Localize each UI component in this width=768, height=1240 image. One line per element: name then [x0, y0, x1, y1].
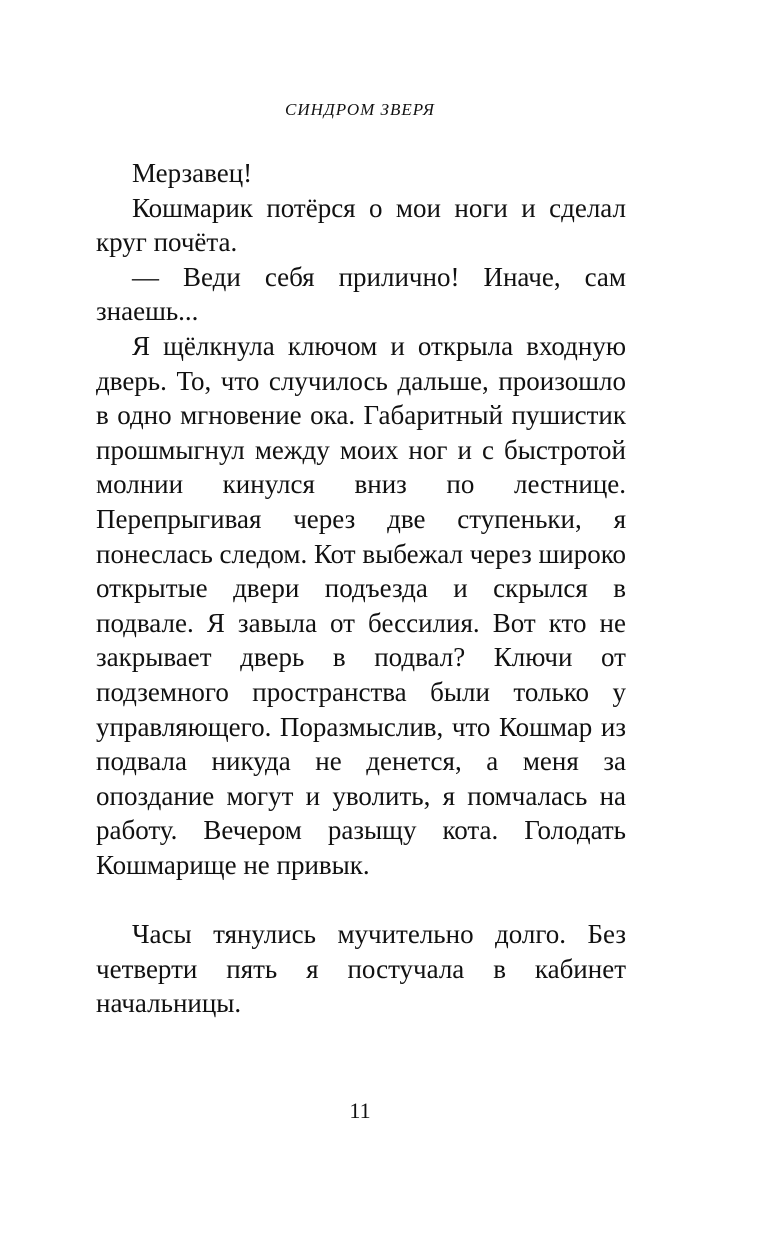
page-number: 11 — [349, 1098, 371, 1123]
paragraph: Часы тянулись мучительно долго. Без четверти пять я постучала в кабинет начальницы. — [96, 919, 626, 1019]
paragraph: Я щёлкнула ключом и открыла входную дверь. То, что случилось дальше, произошло в одно мгновение ока. Габаритный пушистик прошмыгнул между моих ног и с быстротой молнии кинулся вниз по лестнице. Перепрыгивая через две ступеньки, я понеслась следом. Кот выбежал через широко открытые двери подъезда и скрылся в подвале. Я завыла от бессилия. Вот кто не закрывает дверь в подвал? Ключи от подземного пространства были только у управляющего. Поразмыслив, что Кошмар из подвала никуда не денется, а меня за опоздание могут и уволить, я помчалась на работу. Вечером разыщу кота. Голодать Кошмарище не привык. — [96, 330, 626, 880]
page-body — [96, 156, 626, 1021]
paragraph: — Веди себя прилично! Иначе, сам знаешь... — [96, 261, 626, 327]
running-header: СИНДРОМ ЗВЕРЯ — [285, 100, 435, 119]
paragraph: Мерзавец! — [132, 158, 253, 188]
paragraph: Кошмарик потёрся о мои ноги и сделал круг почёта. — [96, 192, 626, 258]
